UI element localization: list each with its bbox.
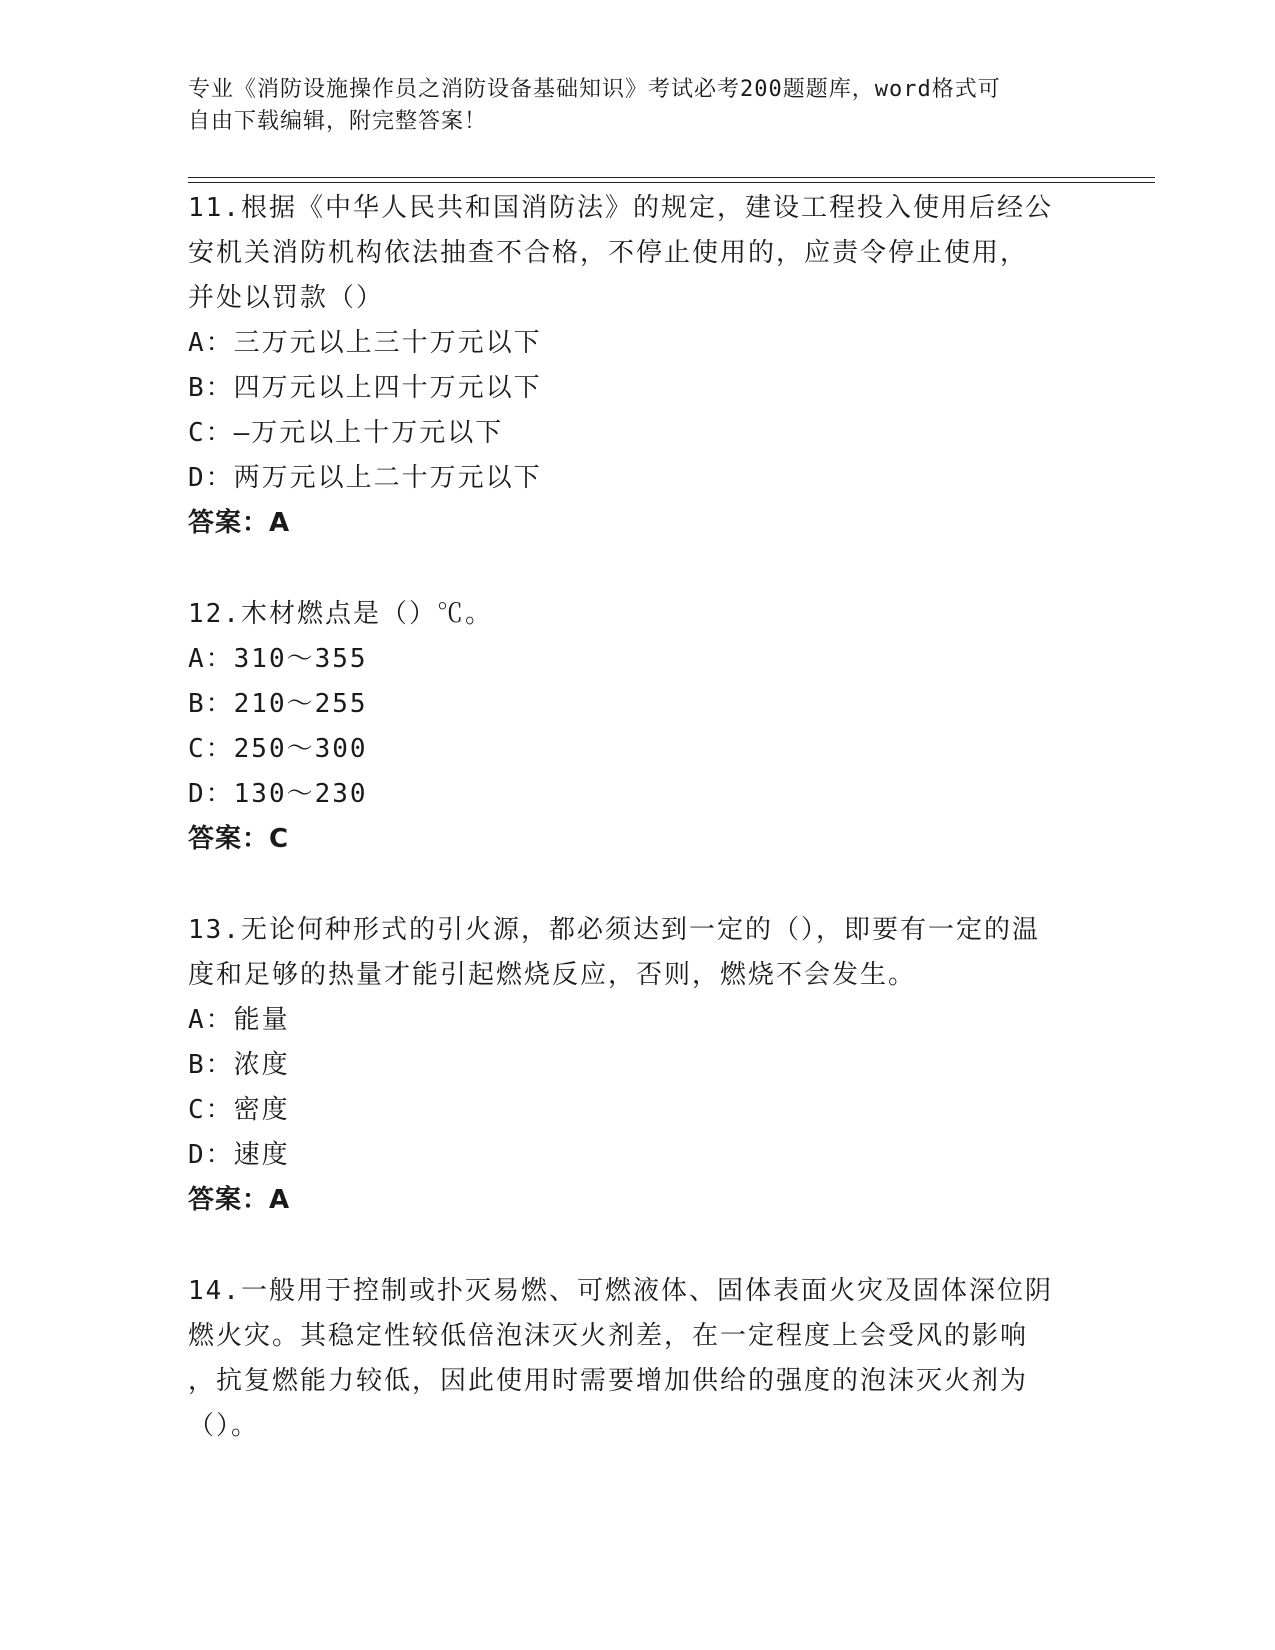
- question-text-line: 13.无论何种形式的引火源，都必须达到一定的（），即要有一定的温: [188, 915, 1040, 945]
- question-text-line: ，抗复燃能力较低，因此使用时需要增加供给的强度的泡沫灭火剂为: [188, 1366, 1029, 1396]
- document-header: [188, 74, 1068, 138]
- header-line-1: 专业《消防设施操作员之消防设备基础知识》考试必考200题题库，word格式可: [188, 77, 1001, 102]
- option-b: B：四万元以上四十万元以下: [188, 373, 542, 403]
- option-d: D：速度: [188, 1140, 290, 1170]
- question-14: [188, 1269, 1088, 1449]
- question-text-line: 安机关消防机构依法抽查不合格，不停止使用的，应责令停止使用，: [188, 238, 1029, 268]
- answer-label: 答案：A: [188, 1185, 291, 1215]
- question-text-line: 11.根据《中华人民共和国消防法》的规定，建设工程投入使用后经公: [188, 193, 1053, 223]
- answer-label: 答案：C: [188, 824, 290, 854]
- question-text-line: 12.木材燃点是（）℃。: [188, 599, 493, 629]
- question-spacer: [188, 1223, 1088, 1269]
- option-b: B：浓度: [188, 1050, 290, 1080]
- question-13: [188, 908, 1088, 1223]
- option-a: A：310～355: [188, 644, 368, 674]
- question-spacer: [188, 546, 1088, 592]
- question-text-line: 度和足够的热量才能引起燃烧反应，否则，燃烧不会发生。: [188, 960, 917, 990]
- option-d: D：两万元以上二十万元以下: [188, 463, 542, 493]
- question-text-line: （）。: [188, 1411, 260, 1441]
- answer-label: 答案：A: [188, 508, 291, 538]
- question-12: [188, 592, 1088, 862]
- option-a: A：三万元以上三十万元以下: [188, 328, 542, 358]
- header-line-2: 自由下载编辑，附完整答案！: [188, 109, 488, 134]
- option-b: B：210～255: [188, 689, 368, 719]
- option-c: C：—万元以上十万元以下: [188, 418, 504, 448]
- question-list: [188, 186, 1088, 1449]
- question-11: [188, 186, 1088, 546]
- question-text-line: 燃火灾。其稳定性较低倍泡沫灭火剂差，在一定程度上会受风的影响: [188, 1321, 1029, 1351]
- question-text-line: 并处以罚款（）: [188, 283, 385, 313]
- question-text-line: 14.一般用于控制或扑灭易燃、可燃液体、固体表面火灾及固体深位阴: [188, 1276, 1053, 1306]
- header-divider-top: [188, 177, 1155, 178]
- option-d: D：130～230: [188, 779, 368, 809]
- option-c: C：250～300: [188, 734, 368, 764]
- option-a: A：能量: [188, 1005, 290, 1035]
- option-c: C：密度: [188, 1095, 290, 1125]
- header-divider-bottom: [188, 182, 1155, 183]
- question-spacer: [188, 862, 1088, 908]
